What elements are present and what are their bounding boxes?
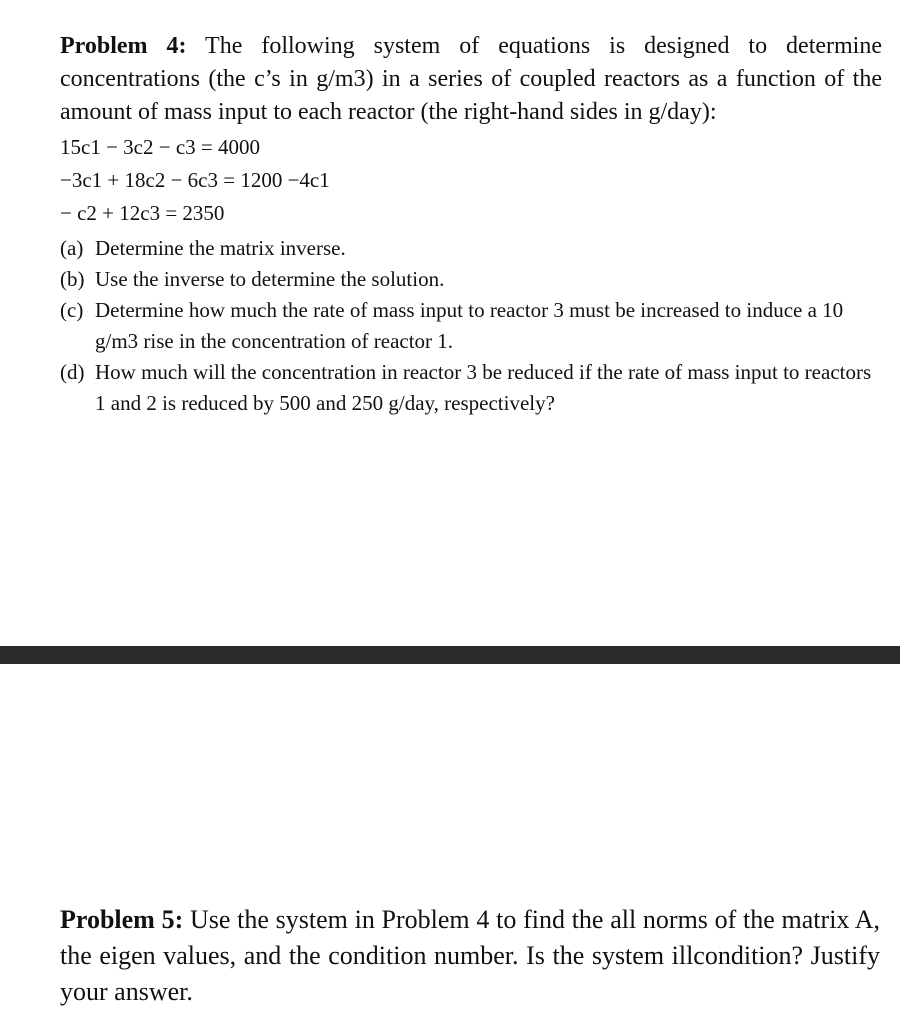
part-c [60, 295, 882, 357]
equation-system [60, 131, 882, 230]
problem-4-intro-text: The following system of equations is designed to determine concentrations (the c’s in g/m3) in a series of coupled reactors as a function of the amount of mass input to each reactor (the right-hand sides in g/day): [60, 33, 882, 125]
part-b [60, 264, 882, 295]
part-a [60, 233, 882, 264]
equation-1: 15c1 − 3c2 − c3 = 4000 [60, 135, 260, 159]
part-b-label: (b) [60, 267, 85, 291]
part-d-text: How much will the concentration in reactor 3 be reduced if the rate of mass input to reactors 1 and 2 is reduced by 500 and 250 g/day, respectively? [95, 360, 872, 415]
part-a-label: (a) [60, 236, 84, 260]
problem-4-heading: Problem 4: [60, 33, 187, 59]
problem-5-text: Use the system in Problem 4 to find the all norms of the matrix A, the eigen values, and the condition number. Is the system illcondition? Justify your answer. [60, 905, 880, 1006]
part-d [60, 357, 882, 419]
problem-5-heading: Problem 5: [60, 905, 184, 934]
problem-4-parts [60, 233, 882, 419]
part-c-text: Determine how much the rate of mass input to reactor 3 must be increased to induce a 10 g/m3 rise in the concentration of reactor 1. [95, 298, 844, 353]
problem-4-intro [60, 30, 882, 129]
problem-4 [60, 30, 882, 419]
part-d-label: (d) [60, 360, 85, 384]
part-a-text: Determine the matrix inverse. [95, 236, 346, 260]
equation-2: −3c1 + 18c2 − 6c3 = 1200 −4c1 [60, 168, 330, 192]
part-c-label: (c) [60, 298, 84, 322]
equation-3: − c2 + 12c3 = 2350 [60, 201, 225, 225]
page-divider-bar [0, 646, 900, 664]
problem-5 [60, 902, 880, 1010]
part-b-text: Use the inverse to determine the solution. [95, 267, 445, 291]
